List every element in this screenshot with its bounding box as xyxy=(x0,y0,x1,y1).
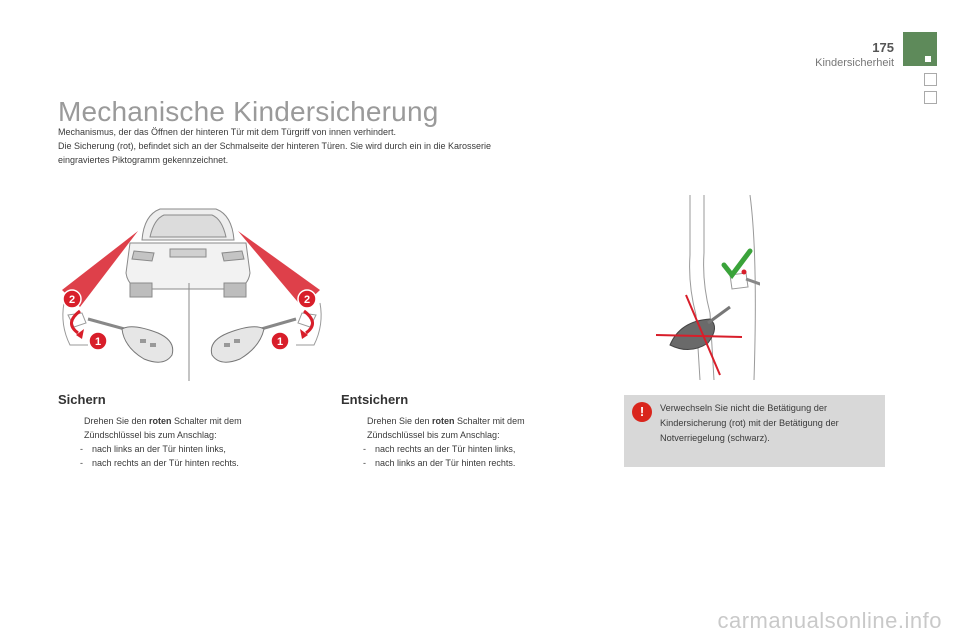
sichern-list xyxy=(62,414,242,470)
sichern-step xyxy=(62,414,242,428)
page-title: Mechanische Kindersicherung xyxy=(58,96,439,127)
sichern-text-post: Schalter mit dem xyxy=(171,416,242,426)
list-item: - nach rechts an der Tür hinten rechts. xyxy=(80,458,239,468)
warning-line: Notverriegelung (schwarz). xyxy=(660,433,770,443)
chapter-tab-empty-2 xyxy=(924,91,937,104)
callout-1-left xyxy=(89,332,107,350)
intro-line-1: Mechanismus, der das Öffnen der hinteren Tür mit dem Türgriff von innen verhindert. xyxy=(58,127,397,137)
entsichern-text-post: Schalter mit dem xyxy=(454,416,525,426)
sichern-text-line2: Zündschlüssel bis zum Anschlag: xyxy=(84,430,217,440)
entsichern-step xyxy=(345,414,525,428)
callout-label: 1 xyxy=(94,336,102,348)
callout-label: 2 xyxy=(68,294,76,306)
warning-text xyxy=(660,401,878,446)
list-item: - nach rechts an der Tür hinten links, xyxy=(363,444,516,454)
callout-2-left xyxy=(63,290,81,308)
entsichern-list xyxy=(345,414,525,470)
callout-1-right xyxy=(271,332,289,350)
entsichern-text-line2: Zündschlüssel bis zum Anschlag: xyxy=(367,430,500,440)
callout-2-right xyxy=(298,290,316,308)
callout-label: 1 xyxy=(276,336,284,348)
list-item: - nach links an der Tür hinten links, xyxy=(80,444,226,454)
car-rear-drawing xyxy=(126,209,250,297)
section-label: Kindersicherheit xyxy=(815,57,894,69)
chapter-tab-empty-1 xyxy=(924,73,937,86)
watermark: carmanualsonline.info xyxy=(717,608,942,633)
key-correct-icon xyxy=(746,279,760,289)
sichern-text-bold: roten xyxy=(149,416,172,426)
sichern-heading: Sichern xyxy=(58,392,106,407)
chapter-tab-marker xyxy=(925,56,931,62)
page-number: 175 xyxy=(872,40,894,55)
chapter-tab-active xyxy=(903,32,937,66)
sichern-text-pre: Drehen Sie den xyxy=(84,416,150,426)
intro-line-3: eingraviertes Piktogramm gekennzeichnet. xyxy=(58,155,229,165)
warning-icon: ! xyxy=(632,402,652,422)
callout-label: 2 xyxy=(303,294,311,306)
car-child-lock-illustration xyxy=(58,195,326,381)
entsichern-text-pre: Drehen Sie den xyxy=(367,416,433,426)
warning-line: Kindersicherung (rot) mit der Betätigung der xyxy=(660,418,839,428)
entsichern-heading: Entsichern xyxy=(341,392,409,407)
intro-line-2: Die Sicherung (rot), befindet sich an der Schmalseite der hinteren Türen. Sie wird durch ein in die Karosserie xyxy=(58,141,492,151)
warning-line: Verwechseln Sie nicht die Betätigung der xyxy=(660,403,828,413)
door-lock-comparison-illustration xyxy=(650,195,760,380)
entsichern-text-bold: roten xyxy=(432,416,455,426)
list-item: - nach links an der Tür hinten rechts. xyxy=(363,458,516,468)
